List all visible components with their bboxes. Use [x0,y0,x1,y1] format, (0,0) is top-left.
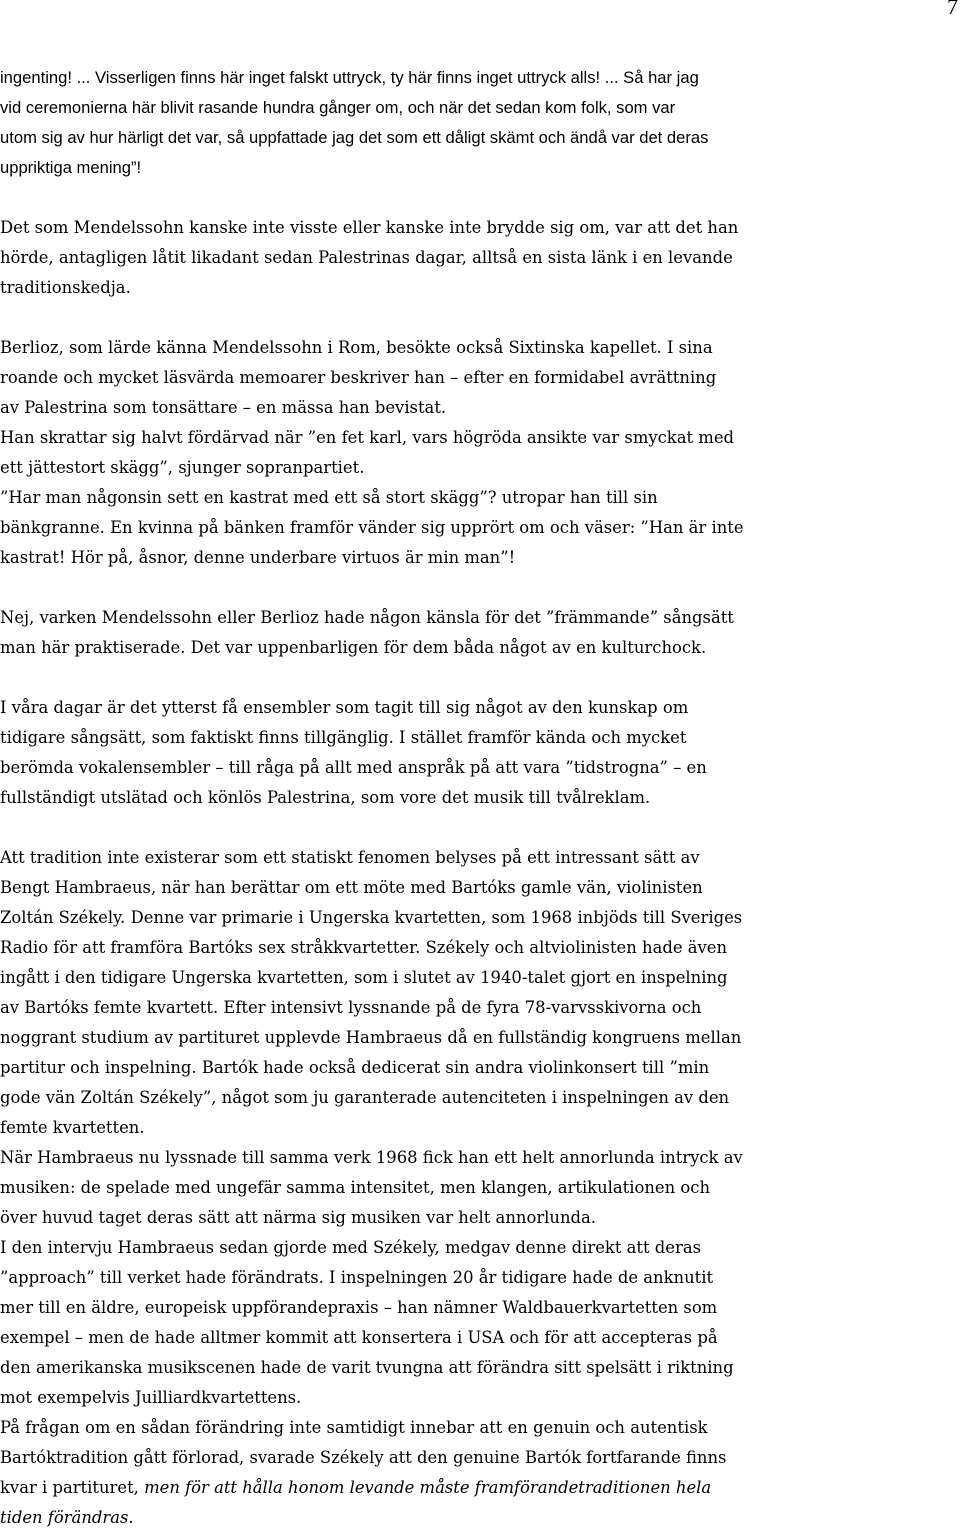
text-line: mot exempelvis Juilliardkvartettens. [0,1388,302,1407]
text-line-mixed [0,1473,960,1503]
text-line: hörde, antagligen låtit likadant sedan Palestrinas dagar, alltså en sista länk i en levande [0,248,733,267]
text-line: partitur och inspelning. Bartók hade också dedicerat sin andra violinkonsert till ”min [0,1058,710,1077]
text-line: Bengt Hambraeus, när han berättar om ett möte med Bartóks gamle vän, violinisten [0,878,703,897]
text-plain: kvar i partituret, [0,1478,145,1497]
paragraph-modern-ensembles [0,693,960,813]
document-body [0,63,960,1533]
text-line: Bartóktradition gått förlorad, svarade Székely att den genuine Bartók fortfarande finns [0,1448,727,1467]
text-line: I våra dagar är det ytterst få ensembler som tagit till sig något av den kunskap om [0,698,689,717]
text-line: fullständigt utslätad och könlös Palestrina, som vore det musik till tvålreklam. [0,788,651,807]
text-line: exempel – men de hade alltmer kommit att konsertera i USA och för att accepteras på [0,1328,718,1347]
text-line: Berlioz, som lärde känna Mendelssohn i Rom, besökte också Sixtinska kapellet. I sina [0,338,713,357]
text-line: bänkgranne. En kvinna på bänken framför vänder sig upprört om och väser: ”Han är inte [0,518,744,537]
paragraph-culture-shock [0,603,960,663]
text-line-italic: tiden förändras. [0,1508,134,1527]
text-line: ingått i den tidigare Ungerska kvartetten, som i slutet av 1940-talet gjort en inspelning [0,968,728,987]
text-line: över huvud taget deras sätt att närma sig musiken var helt annorlunda. [0,1208,596,1227]
paragraph-tradition [0,843,960,1533]
text-line: femte kvartetten. [0,1118,145,1137]
text-line: När Hambraeus nu lyssnade till samma verk 1968 fick han ett helt annorlunda intryck av [0,1148,743,1167]
text-line: ”Har man någonsin sett en kastrat med ett så stort skägg”? utropar han till sin [0,488,658,507]
text-line: Att tradition inte existerar som ett statiskt fenomen belyses på ett intressant sätt av [0,848,700,867]
text-line: Han skrattar sig halvt fördärvad när ”en fet karl, vars högröda ansikte var smyckat med [0,428,735,447]
text-line: ingenting! ... Visserligen finns här inget falskt uttryck, ty här finns inget uttryck alls! ... Så har jag [0,68,699,87]
text-line: uppriktiga mening”! [0,158,142,177]
text-line: man här praktiserade. Det var uppenbarligen för dem båda något av en kulturchock. [0,638,707,657]
text-line: utom sig av hur härligt det var, så uppfattade jag det som ett dåligt skämt och ändå var det deras [0,128,709,147]
text-line: roande och mycket läsvärda memoarer beskriver han – efter en formidabel avrättning [0,368,717,387]
text-italic: men för att hålla honom levande måste framförandetraditionen hela [144,1478,712,1497]
text-line: ett jättestort skägg”, sjunger sopranpartiet. [0,458,365,477]
text-line: kastrat! Hör på, åsnor, denne underbare virtuos är min man”! [0,548,516,567]
text-line: gode vän Zoltán Székely”, något som ju garanterade autenciteten i inspelningen av den [0,1088,730,1107]
text-line: På frågan om en sådan förändring inte samtidigt innebar att en genuin och autentisk [0,1418,708,1437]
text-line: traditionskedja. [0,278,131,297]
text-line: Nej, varken Mendelssohn eller Berlioz hade någon känsla för det ”främmande” sångsätt [0,608,734,627]
paragraph-mendelssohn [0,213,960,303]
text-line: av Palestrina som tonsättare – en mässa han bevistat. [0,398,447,417]
text-line: mer till en äldre, europeisk uppförandepraxis – han nämner Waldbauerkvartetten som [0,1298,718,1317]
text-line: I den intervju Hambraeus sedan gjorde med Székely, medgav denne direkt att deras [0,1238,702,1257]
paragraph-berlioz [0,333,960,573]
text-line: av Bartóks femte kvartett. Efter intensivt lyssnande på de fyra 78-varvsskivorna och [0,998,702,1017]
page-number: 7 [947,0,958,19]
text-line: musiken: de spelade med ungefär samma intensitet, men klangen, artikulationen och [0,1178,711,1197]
text-line: den amerikanska musikscenen hade de varit tvungna att förändra sitt spelsätt i riktning [0,1358,734,1377]
text-line: ”approach” till verket hade förändrats. I inspelningen 20 år tidigare hade de anknutit [0,1268,714,1287]
text-line: tidigare sångsätt, som faktiskt finns tillgänglig. I stället framför kända och mycket [0,728,687,747]
paragraph-quote-ending [0,63,960,183]
text-line: vid ceremonierna här blivit rasande hundra gånger om, och när det sedan kom folk, som var [0,98,676,117]
text-line: berömda vokalensembler – till råga på allt med anspråk på att vara ”tidstrogna” – en [0,758,707,777]
text-line: Det som Mendelssohn kanske inte visste eller kanske inte brydde sig om, var att det han [0,218,739,237]
text-line: Radio för att framföra Bartóks sex stråkkvartetter. Székely och altviolinisten hade även [0,938,728,957]
text-line: noggrant studium av partituret upplevde Hambraeus då en fullständig kongruens mellan [0,1028,742,1047]
text-line: Zoltán Székely. Denne var primarie i Ungerska kvartetten, som 1968 inbjöds till Sveriges [0,908,743,927]
